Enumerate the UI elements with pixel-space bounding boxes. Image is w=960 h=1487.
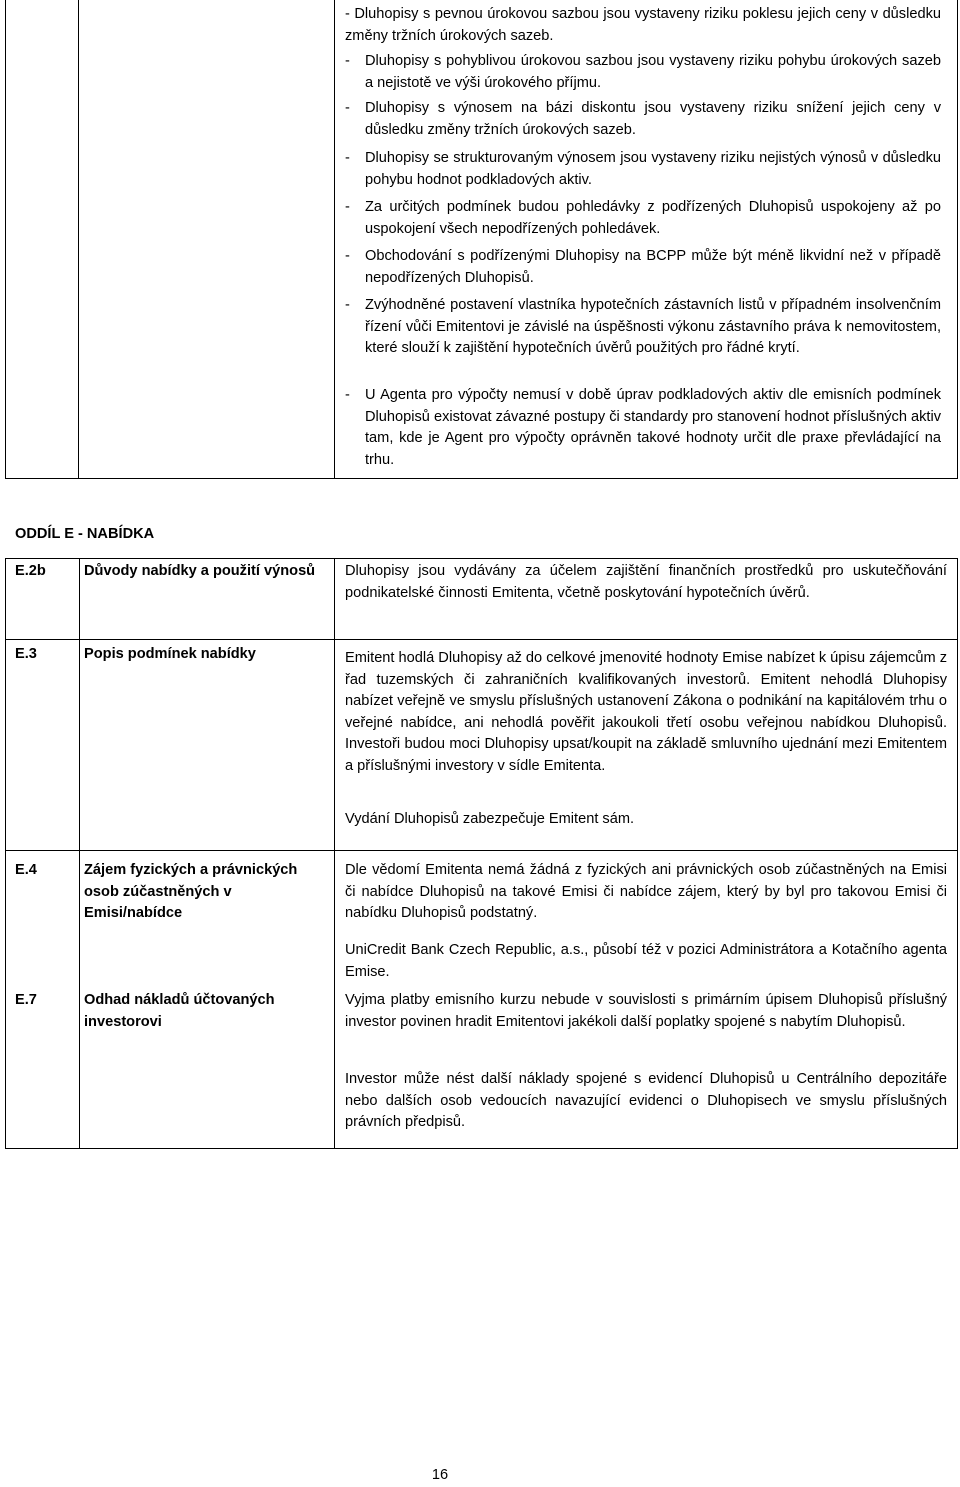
- risk-item-2: - Dluhopisy s pohyblivou úrokovou sazbou jsou vystaveny riziku pohybu úrokových sazeb a nejistotě ve výši úrokového příjmu.: [345, 53, 941, 91]
- risk-item-5: - Za určitých podmínek budou pohledávky z podřízených Dluhopisů uspokojeny až po uspokojení všech nepodřízených pohledávek.: [345, 199, 941, 237]
- row-text2-e4: UniCredit Bank Czech Republic, a.s., působí též v pozici Administrátora a Kotačního agenta Emise.: [345, 942, 947, 980]
- risk-item-4: - Dluhopisy se strukturovaným výnosem jsou vystaveny riziku nejistých výnosů v důsledku pohybu hodnot podkladových aktiv.: [345, 150, 941, 188]
- risk-item-3: - Dluhopisy s výnosem na bázi diskontu jsou vystaveny riziku snížení jejich ceny v důsledku změny tržních úrokových sazeb.: [345, 100, 941, 138]
- section-title: ODDÍL E - NABÍDKA: [15, 526, 155, 542]
- row-label-e3: Popis podmínek nabídky: [84, 646, 256, 662]
- row-code-e7: E.7: [15, 992, 37, 1008]
- risk-table-code-column: [6, 0, 79, 478]
- risk-item-7: - Zvýhodněné postavení vlastníka hypotečních zástavních listů v případném insolvenčním řízení vůči Emitentovi je závislé na úspěšnosti výkonu zástavního práva k nemovitostem, které slouží k zajištění hypotečních úvěrů použitých pro řádné krytí.: [345, 297, 941, 356]
- risk-item-8: - U Agenta pro výpočty nemusí v době úprav podkladových aktiv dle emisních podmínek Dluhopisů existovat závazné postupy či standardy pro stanovení hodnot příslušných aktiv tam, kde je Agent pro výpočty oprávněn takové hodnoty určit dle praxe převládající na trhu.: [345, 387, 941, 468]
- row-divider: [6, 639, 957, 640]
- risk-item-1: - Dluhopisy s pevnou úrokovou sazbou jsou vystaveny riziku poklesu jejich ceny v důsledku změny tržních úrokových sazeb.: [345, 6, 941, 44]
- row-text2-e3: Vydání Dluhopisů zabezpečuje Emitent sám.: [345, 811, 635, 827]
- row-text-e7: Vyjma platby emisního kurzu nebude v souvislosti s primárním úpisem Dluhopisů příslušný investor povinen hradit Emitentovi jakékoli další poplatky spojené s nabytím Dluhopisů.: [345, 992, 947, 1030]
- row-label-e7: Odhad nákladů účtovaných investorovi: [84, 992, 275, 1030]
- row-divider: [6, 850, 957, 851]
- risk-table-label-column: [79, 0, 335, 478]
- page-number: 16: [431, 1467, 449, 1483]
- row-label-e4: Zájem fyzických a právnických osob zúčastněných v Emisi/nabídce: [84, 862, 298, 921]
- row-code-e4: E.4: [15, 862, 37, 878]
- risk-item-6: - Obchodování s podřízenými Dluhopisy na BCPP může být méně likvidní než v případě nepodřízených Dluhopisů.: [345, 248, 941, 286]
- row-code-e3: E.3: [15, 646, 37, 662]
- row-text-e2b: Dluhopisy jsou vydávány za účelem zajištění finančních prostředků pro uskutečňování podnikatelské činnosti Emitenta, včetně poskytování hypotečních úvěrů.: [345, 563, 947, 601]
- row-text-e3: Emitent hodlá Dluhopisy až do celkové jmenovité hodnoty Emise nabízet k úpisu zájemcům z řad tuzemských či zahraničních kvalifikovaných investorů. Emitent nehodlá Dluhopisy nabízet veřejně ve smyslu příslušných ustanovení Zákona o podnikání na kapitálovém trhu o veřejné nabídce, ani nehodlá pověřit jakoukoli třetí osobu veřejnou nabídkou Dluhopisů. Investoři budou moci Dluhopisy upsat/koupit na základě smluvního ujednání mezi Emitentem a příslušnými investory v sídle Emitenta.: [345, 650, 947, 774]
- row-text-e4: Dle vědomí Emitenta nemá žádná z fyzických ani právnických osob zúčastněných na Emisi či nabídce Dluhopisů na takové Emisi či nabídce zájem, který by byl pro takovou Emisi či nabídku Dluhopisů podstatný.: [345, 862, 947, 921]
- row-text2-e7: Investor může nést další náklady spojené s evidencí Dluhopisů u Centrálního depozitáře nebo dalších osob vedoucích navazující evidenci o Dluhopisech ve smyslu příslušných právních předpisů.: [345, 1071, 947, 1130]
- row-code-e2b: E.2b: [15, 563, 46, 579]
- row-label-e2b: Důvody nabídky a použití výnosů: [84, 563, 316, 579]
